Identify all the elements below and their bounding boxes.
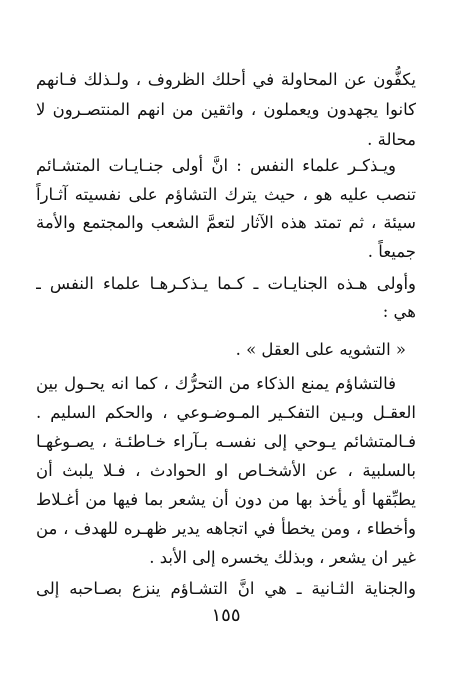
text-line: فالتشاؤم يمنع الذكاء من التحرُّك ، كما انه يحـول بين	[36, 374, 396, 393]
text-line: محالة .	[367, 130, 416, 149]
text-line: جميعاً .	[367, 242, 416, 261]
text-line: والجناية الثـانية ـ هي انَّ التشـاؤم ينزع بصـاحبه إلى	[36, 579, 416, 598]
text-line: وأخطاء ، ومن يخطأ في اتجاهه يدير ظهـره للهدف ، من	[36, 519, 416, 538]
text-line: يطبِّقها أو يأخذ بها من دون أن يشعر بما فيها من أغـلاط	[36, 490, 416, 509]
text-line: العقـل وبـين التفكـير المـوضـوعي ، والحكم السليم .	[36, 403, 416, 422]
text-line: ويـذكـر علماء النفس : انَّ أولى جنـايـات المتشـائم	[36, 156, 396, 175]
quoted-heading: « التشويه على العقل » .	[235, 340, 406, 359]
text-line: بالسلبية ، عن الأشخـاص او الحوادث ، فـلا يلبث أن	[36, 461, 416, 480]
text-line: سيئة ، ثم تمتد هذه الآثار لتعمَّ الشعب والمجتمع والأمة	[36, 213, 416, 232]
text-line: هي :	[382, 302, 416, 321]
text-line: يكفُّون عن المحاولة في أحلك الظروف ، ولـذلك فـانهم	[36, 70, 416, 89]
text-line: تنصب عليه هو ، حيث يترك التشاؤم على نفسيته آثـاراً	[36, 185, 416, 204]
text-line: غير ان يشعر ، وبذلك يخسره إلى الأبد .	[149, 548, 416, 567]
text-line: فـالمتشائم يـوحي إلى نفسـه بـآراء خـاطئـة ، يصـوغهـا	[36, 432, 416, 451]
text-line: وأولى هـذه الجنايـات ـ كـما يـذكـرهـا علماء النفس ـ	[36, 274, 416, 293]
text-line: كانوا يجهدون ويعملون ، واثقين من انهم المنتصـرون لا	[36, 100, 416, 119]
page-number: ١٥٥	[211, 605, 241, 626]
